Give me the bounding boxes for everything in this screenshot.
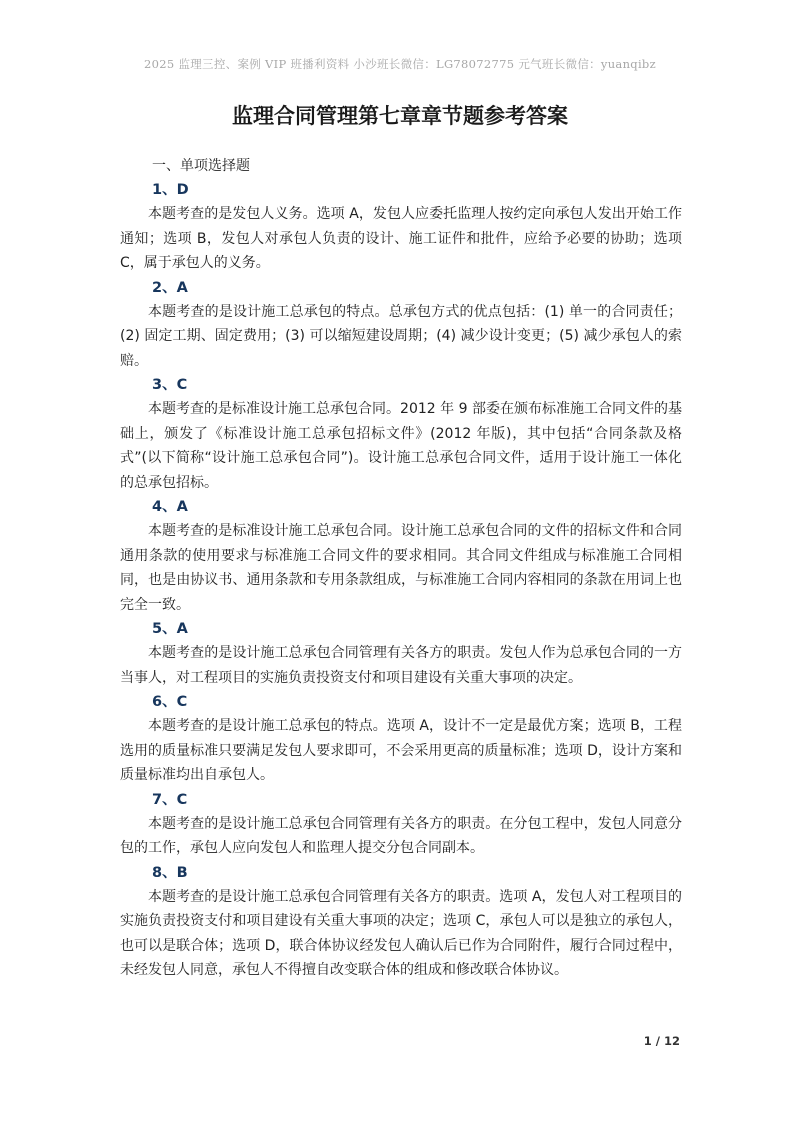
answer-key: 5、A [152, 621, 188, 637]
section-heading: 一、单项选择题 [152, 158, 250, 174]
answer-content [120, 154, 682, 983]
answer-key: 3、C [152, 377, 188, 393]
page-title: 监理合同管理第七章章节题参考答案 [232, 104, 568, 128]
header-note: 2025 监理三控、案例 VIP 班播利资料 小沙班长微信：LG78072775 元气班长微信：yuanqibz [144, 57, 656, 71]
answer-key: 7、C [152, 791, 188, 808]
answer-explanation: 本题考查的是设计施工总承包合同管理有关各方的职责。在分包工程中，发包人同意分包的工作，承包人应向发包人和监理人提交分包合同副本。 [120, 815, 682, 856]
answer-explanation: 本题考查的是标准设计施工总承包合同。设计施工总承包合同的文件的招标文件和合同通用条款的使用要求与标准施工合同文件的要求相同。其合同文件组成与标准施工合同相同，也是由协议书、通用条款和专用条款组成，与标准施工合同内容相同的条款在用词上也完全一致。 [120, 523, 682, 613]
answer-explanation: 本题考查的是设计施工总承包合同管理有关各方的职责。选项 A，发包人对工程项目的实施负责投资支付和项目建设有关重大事项的决定；选项 C，承包人可以是独立的承包人，也可以是联合体；选项 D，联合体协议经发包人确认后已作为合同附件，履行合同过程中，未经发包人同意，承包人不得擅自改变联合体的组成和修改联合体协议。 [120, 888, 682, 978]
answer-key: 4、A [152, 499, 188, 515]
answer-explanation: 本题考查的是发包人义务。选项 A，发包人应委托监理人按约定向承包人发出开始工作通知；选项 B，发包人对承包人负责的设计、施工证件和批件，应给予必要的协助；选项 C，属于承包人的义务。 [120, 206, 682, 271]
answer-explanation: 本题考查的是标准设计施工总承包合同。2012 年 9 部委在颁布标准施工合同文件的基础上，颁发了《标准设计施工总承包招标文件》(2012 年版)，其中包括“合同条款及格式”(以下简称“设计施工总承包合同”)。设计施工总承包合同文件，适用于设计施工一体化的总承包招标。 [120, 401, 682, 491]
page-number: 1 / 12 [643, 1034, 680, 1048]
answer-key: 8、B [152, 864, 188, 881]
answer-key: 6、C [152, 694, 188, 710]
answer-explanation: 本题考查的是设计施工总承包的特点。总承包方式的优点包括：(1) 单一的合同责任；(2) 固定工期、固定费用；(3) 可以缩短建设周期；(4) 减少设计变更；(5) 减少承包人的索赔。 [120, 303, 682, 369]
answer-key: 2、A [152, 279, 188, 296]
answer-explanation: 本题考查的是设计施工总承包的特点。选项 A，设计不一定是最优方案；选项 B，工程选用的质量标准只要满足发包人要求即可，不会采用更高的质量标准；选项 D，设计方案和质量标准均出自承包人。 [120, 718, 682, 783]
answer-key: 1、D [152, 182, 189, 198]
answer-list [120, 178, 682, 983]
answer-explanation: 本题考查的是设计施工总承包合同管理有关各方的职责。发包人作为总承包合同的一方当事人，对工程项目的实施负责投资支付和项目建设有关重大事项的决定。 [120, 645, 682, 686]
